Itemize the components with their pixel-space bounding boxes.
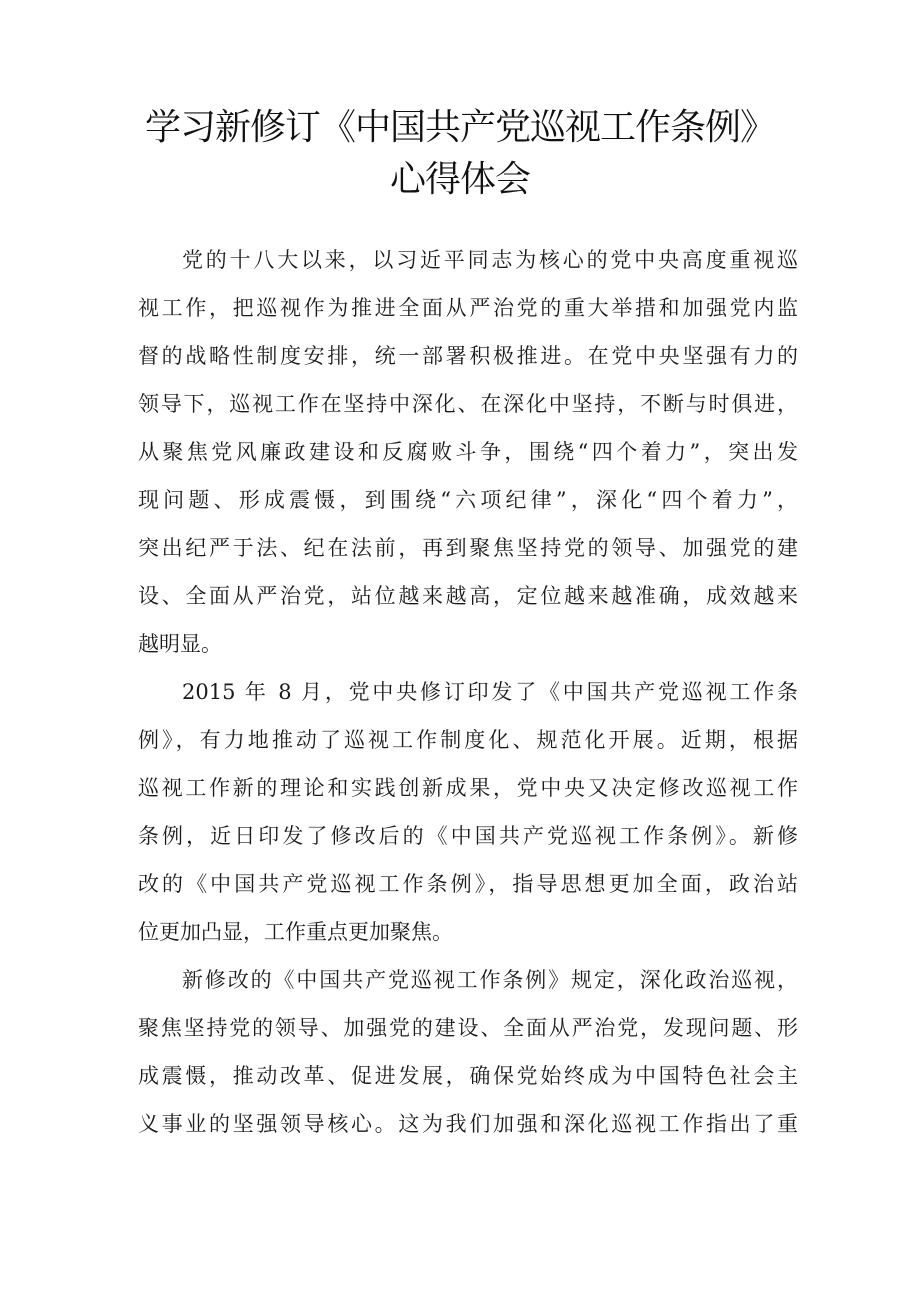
document-body — [138, 236, 798, 1148]
paragraph-line: 领导下，巡视工作在坚持中深化、在深化中坚持，不断与时俱进， — [138, 392, 798, 416]
paragraph-line: 成震慑，推动改革、促进发展，确保党始终成为中国特色社会主 — [138, 1064, 798, 1088]
paragraph-line: 视工作，把巡视作为推进全面从严治党的重大举措和加强党内监 — [138, 296, 798, 320]
paragraph-2 — [138, 668, 798, 956]
paragraph-line: 越明显。 — [138, 632, 222, 656]
paragraph-line: 新修改的《中国共产党巡视工作条例》规定，深化政治巡视， — [182, 968, 798, 992]
paragraph-line: 从聚焦党风廉政建设和反腐败斗争，围绕“四个着力”，突出发 — [138, 440, 798, 464]
paragraph-line: 巡视工作新的理论和实践创新成果，党中央又决定修改巡视工作 — [138, 776, 798, 800]
paragraph-line: 改的《中国共产党巡视工作条例》，指导思想更加全面，政治站 — [138, 872, 798, 896]
paragraph-line: 聚焦坚持党的领导、加强党的建设、全面从严治党，发现问题、形 — [138, 1016, 798, 1040]
document-title-line-2: 心得体会 — [389, 159, 530, 200]
paragraph-line: 党的十八大以来，以习近平同志为核心的党中央高度重视巡 — [182, 248, 798, 272]
paragraph-line: 突出纪严于法、纪在法前，再到聚焦坚持党的领导、加强党的建 — [138, 536, 798, 560]
paragraph-line: 现问题、形成震慑，到围绕“六项纪律”，深化“四个着力”， — [138, 488, 798, 512]
paragraph-line: 条例，近日印发了修改后的《中国共产党巡视工作条例》。新修 — [138, 824, 798, 848]
paragraph-line: 2015 年 8 月，党中央修订印发了《中国共产党巡视工作条 — [182, 680, 798, 704]
paragraph-line: 例》，有力地推动了巡视工作制度化、规范化开展。近期，根据 — [138, 728, 798, 752]
paragraph-line: 设、全面从严治党，站位越来越高，定位越来越准确，成效越来 — [138, 584, 798, 608]
paragraph-line: 义事业的坚强领导核心。这为我们加强和深化巡视工作指出了重 — [138, 1112, 798, 1136]
document-title-line-1: 学习新修订《中国共产党巡视工作条例》 — [144, 107, 775, 148]
paragraph-1 — [138, 236, 798, 668]
paragraph-3 — [138, 956, 798, 1148]
paragraph-line: 位更加凸显，工作重点更加聚焦。 — [138, 920, 453, 944]
paragraph-line: 督的战略性制度安排，统一部署积极推进。在党中央坚强有力的 — [138, 344, 798, 368]
